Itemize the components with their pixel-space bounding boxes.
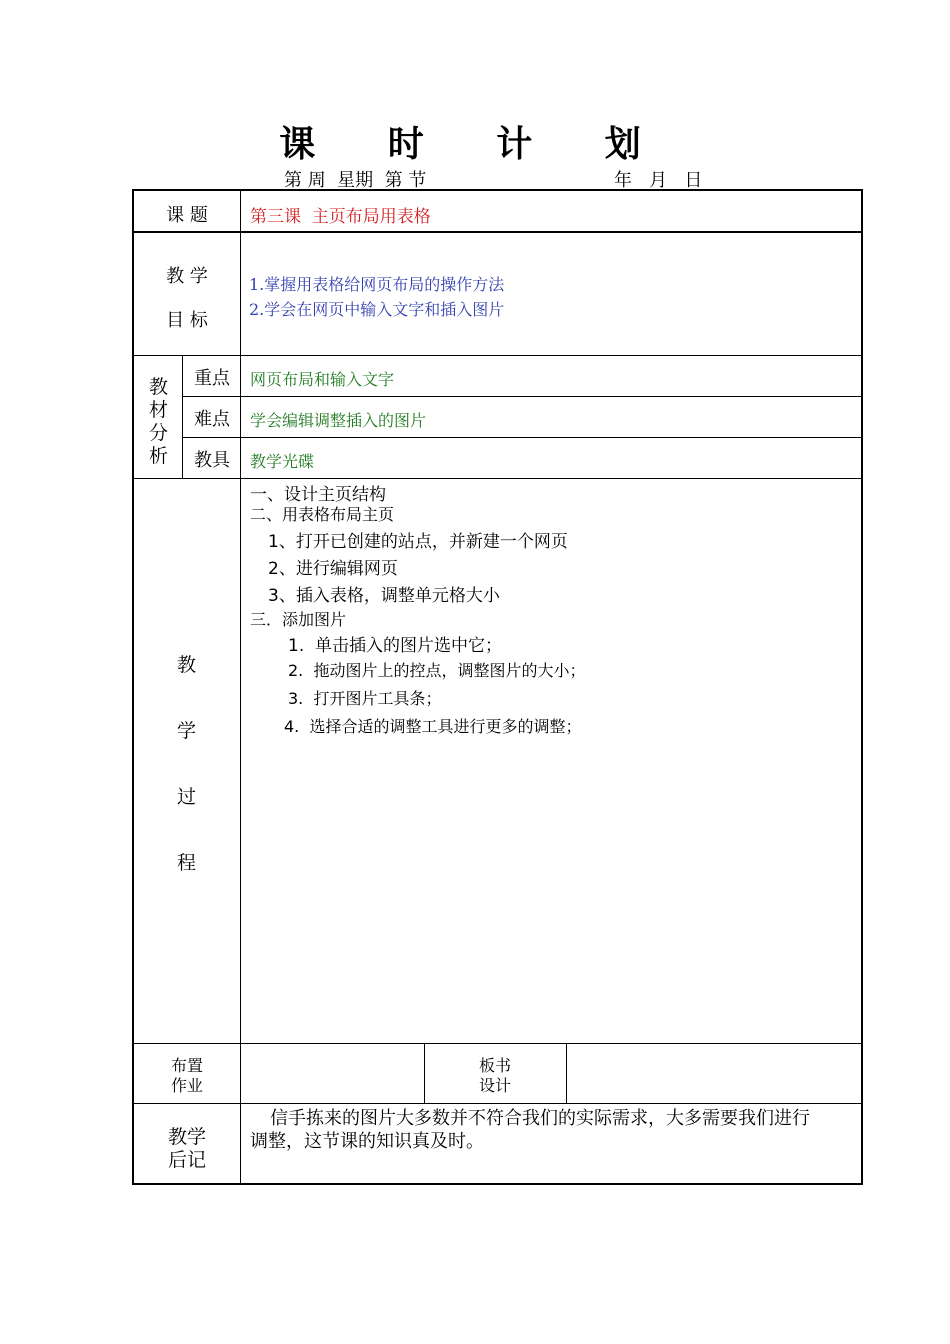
board-label-1: 板书 (478, 1056, 511, 1075)
reflection-text-2: 调整，这节课的知识真及时。 (250, 1131, 484, 1152)
topic-label: 课 题 (166, 205, 208, 226)
topic-value: 第三课 主页布局用表格 (250, 207, 431, 227)
lesson-plan-table (132, 189, 863, 1185)
divider (240, 191, 241, 1183)
analysis-label-char: 教 (149, 376, 169, 398)
date-info: 年 月 日 (614, 170, 703, 191)
process-line: 2. 拖动图片上的控点，调整图片的大小； (288, 661, 586, 680)
page-title: 课 时 计 划 (279, 123, 671, 165)
divider (134, 355, 861, 356)
process-line: 3. 打开图片工具条； (288, 689, 442, 708)
difficulty-label: 难点 (194, 409, 230, 430)
process-line: 1、打开已创建的站点，并新建一个网页 (268, 532, 568, 552)
process-line: 2、进行编辑网页 (268, 559, 398, 579)
difficulty-value: 学会编辑调整插入的图片 (250, 411, 427, 430)
divider (134, 478, 861, 479)
divider (566, 1043, 567, 1103)
process-line: 4. 选择合适的调整工具进行更多的调整； (284, 717, 582, 736)
key-point-value: 网页布局和输入文字 (250, 370, 395, 389)
board-label-2: 设计 (478, 1076, 511, 1095)
process-label-char: 程 (177, 852, 197, 874)
analysis-label-char: 分 (149, 422, 169, 444)
divider (182, 437, 861, 438)
process-line: 3、插入表格，调整单元格大小 (268, 586, 500, 606)
process-line: 二、用表格布局主页 (250, 505, 395, 524)
process-label-char: 过 (177, 786, 197, 808)
key-point-label: 重点 (194, 368, 230, 389)
process-line: 一、设计主页结构 (250, 485, 386, 505)
divider (182, 396, 861, 397)
week-info: 第 周 星期 第 节 (284, 170, 427, 191)
reflection-text-1: 信手拣来的图片大多数并不符合我们的实际需求，大多需要我们进行 (270, 1108, 810, 1129)
analysis-label-char: 析 (149, 445, 169, 467)
homework-label-1: 布置 (170, 1056, 203, 1075)
reflection-label-1: 教学 (167, 1126, 206, 1148)
homework-label-2: 作业 (170, 1076, 203, 1095)
materials-label: 教具 (194, 450, 230, 471)
materials-value: 教学光碟 (250, 452, 315, 471)
process-line: 三．添加图片 (250, 610, 347, 629)
analysis-label-char: 材 (149, 399, 169, 421)
objectives-label-2: 目 标 (166, 310, 208, 331)
process-line: 1. 单击插入的图片选中它； (288, 636, 503, 656)
divider (134, 231, 861, 233)
objective-item: 1.掌握用表格给网页布局的操作方法 (249, 275, 505, 294)
process-label-char: 学 (177, 720, 197, 742)
objectives-label-1: 教 学 (166, 266, 208, 287)
reflection-label-2: 后记 (167, 1149, 206, 1171)
process-label-char: 教 (177, 654, 197, 676)
divider (134, 1043, 861, 1044)
objective-item: 2.学会在网页中输入文字和插入图片 (249, 300, 505, 319)
